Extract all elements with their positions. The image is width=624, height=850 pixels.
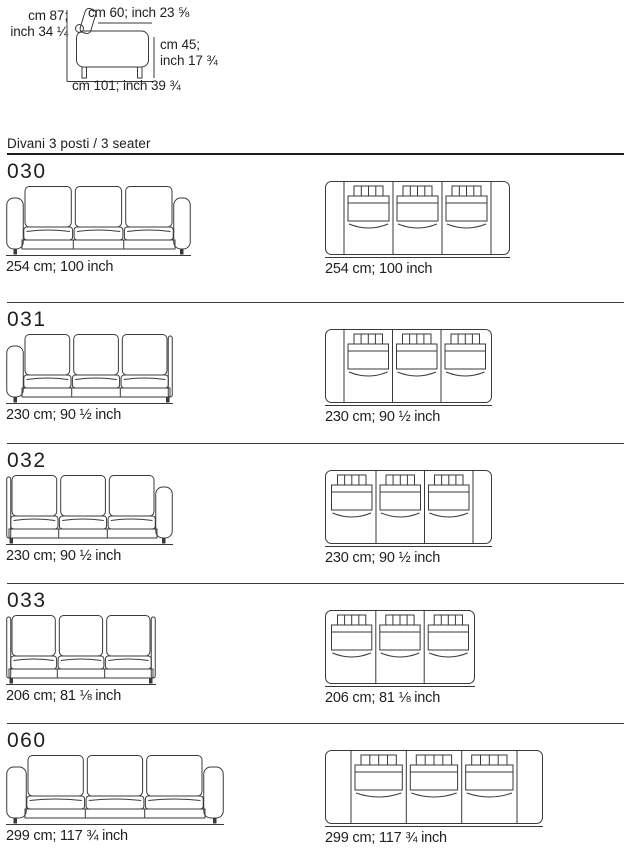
sofa-top-view-drawing bbox=[325, 610, 475, 684]
sofa-top-view-drawing bbox=[325, 470, 492, 544]
top-view-dimension bbox=[325, 546, 492, 566]
model-row-031 bbox=[7, 302, 624, 443]
front-view-dimension bbox=[6, 544, 173, 564]
front-view-dimension bbox=[6, 684, 156, 704]
top-dimension-text: 230 cm; 90 ½ inch bbox=[325, 409, 441, 425]
top-dimension-text: 299 cm; 117 ¾ inch bbox=[325, 830, 447, 846]
top-view-dimension bbox=[325, 405, 492, 425]
model-code: 032 bbox=[7, 449, 47, 472]
top-dimension-text: 206 cm; 81 ⅛ inch bbox=[325, 690, 441, 706]
section-title: Divani 3 posti / 3 seater bbox=[7, 136, 151, 151]
front-view-dimension bbox=[6, 403, 173, 423]
sofa-front-view-drawing bbox=[6, 333, 173, 403]
front-dimension-text: 206 cm; 81 ⅛ inch bbox=[6, 688, 122, 704]
model-code: 031 bbox=[7, 308, 47, 331]
top-view-dimension bbox=[325, 826, 543, 846]
top-view-dimension bbox=[325, 257, 510, 277]
sofa-top-view-drawing bbox=[325, 329, 492, 403]
height-label-cm: cm 87; bbox=[28, 8, 68, 23]
model-row-033 bbox=[7, 583, 624, 723]
front-dimension-text: 254 cm; 100 inch bbox=[6, 259, 114, 275]
front-view-dimension bbox=[6, 824, 224, 844]
back-depth-dimension-label: cm 60; inch 23 ⅝ bbox=[88, 5, 190, 20]
seat-height-dimension-label bbox=[160, 37, 218, 69]
seat-height-label-cm: cm 45; bbox=[160, 37, 200, 52]
sofa-front-view-drawing bbox=[6, 754, 224, 824]
top-view-dimension bbox=[325, 686, 475, 706]
height-label-inch: inch 34 ¼ bbox=[10, 24, 68, 39]
height-dimension-label bbox=[8, 8, 68, 40]
top-dimension-text: 254 cm; 100 inch bbox=[325, 261, 433, 277]
front-dimension-text: 230 cm; 90 ½ inch bbox=[6, 548, 122, 564]
sofa-front-view-drawing bbox=[6, 185, 191, 255]
sofa-top-view-drawing bbox=[325, 750, 543, 824]
dimensions-diagram bbox=[8, 4, 258, 104]
sofa-top-view-drawing bbox=[325, 181, 510, 255]
front-dimension-text: 230 cm; 90 ½ inch bbox=[6, 407, 122, 423]
top-dimension-text: 230 cm; 90 ½ inch bbox=[325, 550, 441, 566]
model-row-032 bbox=[7, 443, 624, 583]
model-row-060 bbox=[7, 723, 624, 850]
sofa-front-view-drawing bbox=[6, 614, 156, 684]
sofa-front-view-drawing bbox=[6, 474, 173, 544]
front-dimension-text: 299 cm; 117 ¾ inch bbox=[6, 828, 128, 844]
model-row-030 bbox=[7, 155, 624, 302]
model-code: 060 bbox=[7, 729, 47, 752]
model-code: 030 bbox=[7, 160, 47, 183]
model-code: 033 bbox=[7, 589, 47, 612]
seat-height-label-inch: inch 17 ¾ bbox=[160, 53, 218, 68]
depth-dimension-label: cm 101; inch 39 ¾ bbox=[72, 78, 181, 93]
front-view-dimension bbox=[6, 255, 191, 275]
